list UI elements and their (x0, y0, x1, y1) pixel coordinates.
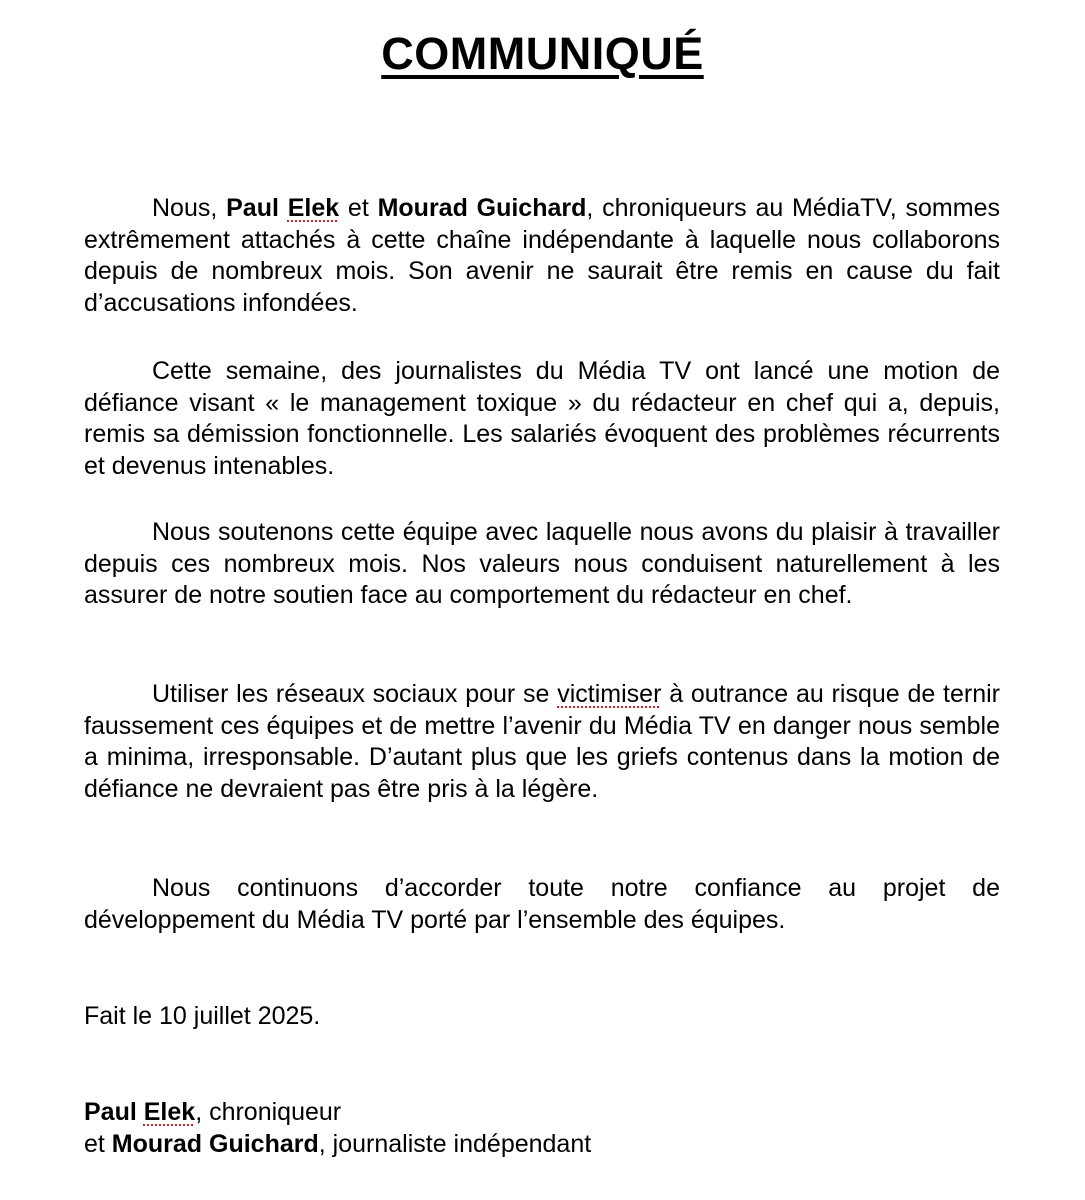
signature-prefix: et (84, 1129, 112, 1158)
signature-block (84, 1097, 1000, 1160)
date-text: Fait le 10 juillet 2025. (84, 1002, 321, 1030)
signature-line-1 (84, 1097, 1000, 1129)
document-title: COMMUNIQUÉ (381, 28, 704, 79)
signature-role-1: , chroniqueur (195, 1098, 342, 1126)
paragraph-4 (84, 679, 1000, 805)
signature-name-mourad: Mourad Guichard (111, 1129, 319, 1158)
signature-line-2 (84, 1129, 1000, 1161)
paragraph-5 (84, 873, 1000, 936)
date-line (84, 1001, 1000, 1033)
text-run: à outrance au risque de ternir faussement ces équipes et de mettre l’avenir du Média TV en danger nous semble a minima, irresponsable. D’autant plus que les griefs contenus dans la motion de défiance ne devraient pas être pris à la légère. (84, 680, 1000, 803)
paragraph-5-text: Nous continuons d’accorder toute notre confiance au projet de développement du Média TV porté par l’ensemble des équipes. (84, 874, 1000, 934)
author-name-paul-first: Paul (226, 194, 279, 222)
paragraph-2 (84, 356, 1000, 482)
text-run: , chroniqueurs au MédiaTV, sommes extrêmement attachés à cette chaîne indépendante à laquelle nous collaborons depuis de nombreux mois. Son avenir ne saurait être remis en cause du fait d’accusations infondées. (84, 194, 1000, 317)
paragraph-1 (84, 193, 1000, 319)
paragraph-2-text: Cette semaine, des journalistes du Média TV ont lancé une motion de défiance visant « le management toxique » du rédacteur en chef qui a, depuis, remis sa démission fonctionnelle. Les salariés évoquent des problèmes récurrents et devenus intenables. (84, 357, 1000, 480)
author-name-paul-last: Elek (287, 194, 340, 222)
spellcheck-flagged-word: victimiser (557, 680, 662, 708)
paragraph-3-text: Nous soutenons cette équipe avec laquelle nous avons du plaisir à travailler depuis ces nombreux mois. Nos valeurs nous conduisent naturellement à les assurer de notre soutien face au comportement du rédacteur en chef. (84, 518, 1000, 609)
signature-name-paul-last: Elek (143, 1098, 196, 1126)
signature-name-paul-first: Paul (84, 1098, 137, 1126)
text-run: Utiliser les réseaux sociaux pour se (152, 680, 558, 708)
text-run: Nous, (152, 194, 227, 222)
paragraph-3 (84, 517, 1000, 612)
signature-role-2: , journaliste indépendant (318, 1129, 592, 1158)
author-name-mourad: Mourad Guichard (377, 194, 587, 222)
text-run: et (339, 194, 378, 222)
